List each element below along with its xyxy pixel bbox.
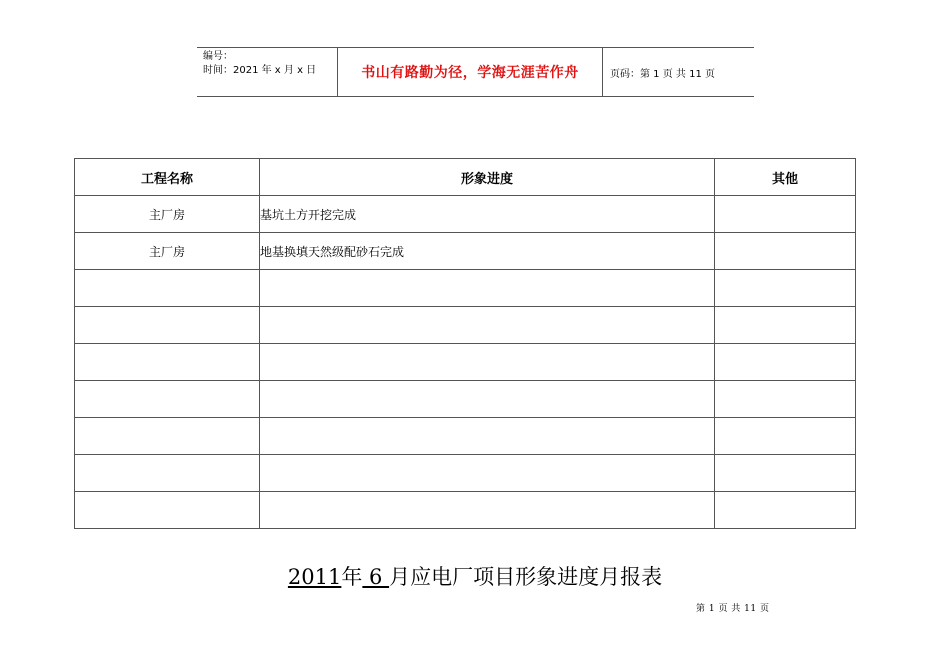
header-meta [197, 48, 338, 96]
cell-other [715, 381, 856, 418]
title-rest: 月应电厂项目形象进度月报表 [389, 565, 663, 589]
cell-name [75, 492, 260, 529]
header-motto: 书山有路勤为径，学海无涯苦作舟 [338, 48, 603, 96]
cell-name [75, 381, 260, 418]
cell-name: 主厂房 [75, 196, 260, 233]
cell-name [75, 455, 260, 492]
column-header-other: 其他 [715, 159, 856, 196]
header-page-info: 页码：第 1 页 共 11 页 [610, 68, 715, 80]
report-title [0, 562, 950, 592]
cell-progress [260, 381, 715, 418]
cell-progress: 地基换填天然级配砂石完成 [260, 233, 715, 270]
cell-progress [260, 270, 715, 307]
column-header-name: 工程名称 [75, 159, 260, 196]
cell-name [75, 344, 260, 381]
table-row [75, 418, 856, 455]
title-year: 2011 [287, 565, 342, 589]
cell-other [715, 344, 856, 381]
time-label: 时间：2021 年 x 月 x 日 [203, 65, 317, 76]
number-label: 编号： [203, 51, 233, 62]
cell-other [715, 233, 856, 270]
cell-other [715, 418, 856, 455]
cell-progress [260, 307, 715, 344]
cell-other [715, 307, 856, 344]
cell-progress [260, 455, 715, 492]
title-month: 6 [362, 565, 390, 589]
cell-name: 主厂房 [75, 233, 260, 270]
table-row [75, 381, 856, 418]
cell-other [715, 455, 856, 492]
cell-name [75, 307, 260, 344]
page-header [197, 47, 754, 97]
cell-progress: 基坑土方开挖完成 [260, 196, 715, 233]
table-row [75, 492, 856, 529]
column-header-progress: 形象进度 [260, 159, 715, 196]
table-row [75, 455, 856, 492]
table-row [75, 196, 856, 233]
cell-name [75, 418, 260, 455]
cell-other [715, 196, 856, 233]
page-footer: 第 1 页 共 11 页 [696, 604, 770, 614]
table-row [75, 270, 856, 307]
cell-progress [260, 418, 715, 455]
progress-table [74, 158, 856, 529]
title-year-suffix: 年 [341, 565, 363, 589]
cell-progress [260, 344, 715, 381]
table-row [75, 233, 856, 270]
cell-name [75, 270, 260, 307]
cell-other [715, 270, 856, 307]
cell-other [715, 492, 856, 529]
table-header-row [75, 159, 856, 196]
table-row [75, 307, 856, 344]
cell-progress [260, 492, 715, 529]
table-row [75, 344, 856, 381]
